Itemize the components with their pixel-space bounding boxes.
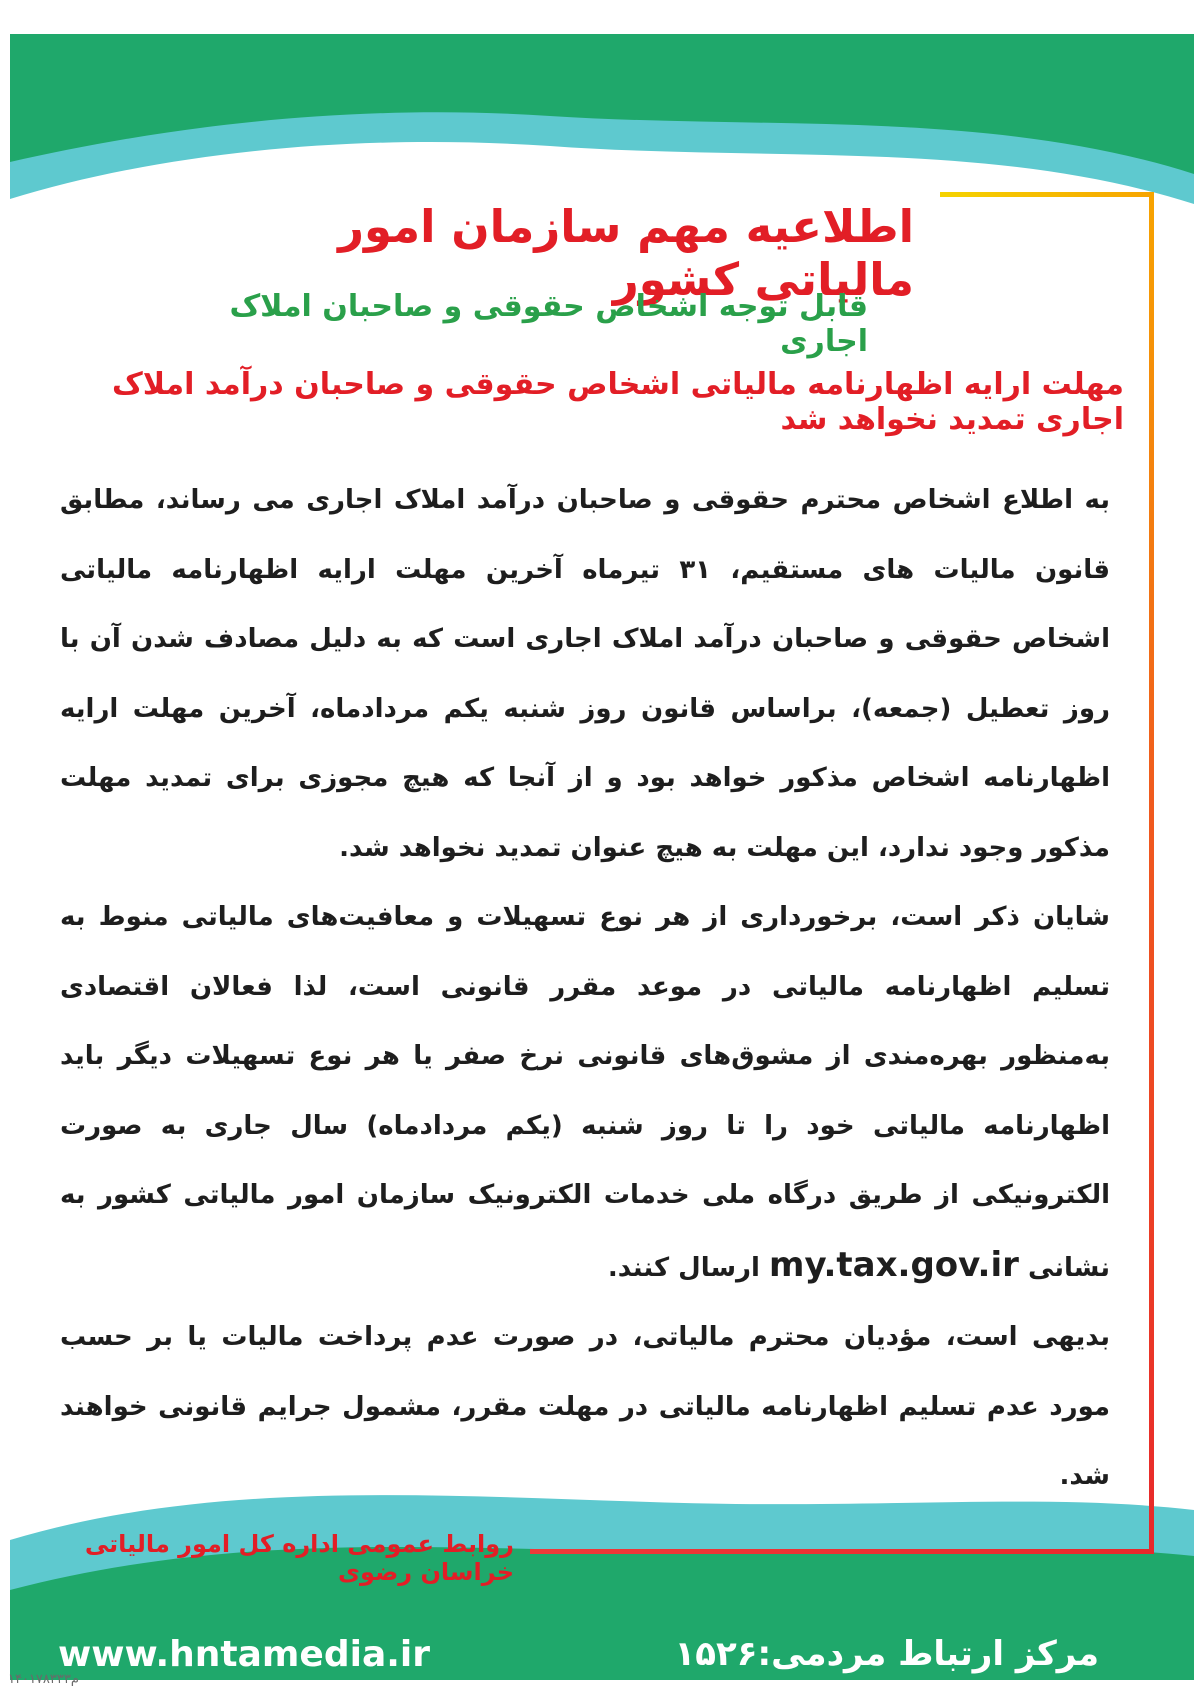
notice-body <box>60 466 1110 1512</box>
body-paragraph-1: به اطلاع اشخاص محترم حقوقی و صاحبان درآمد املاک اجاری می رساند، مطابق قانون مالیات های مستقیم، ۳۱ تیرماه آخرین مهلت ارایه اظهارنامه مالیاتی اشخاص حقوقی و صاحبان درآمد املاک اجاری است که به دلیل مصادف شدن آن با روز تعطیل (جمعه)، براساس قانون روز شنبه یکم مردادماه، آخرین مهلت ارایه اظهارنامه اشخاص مذکور خواهد بود و از آنجا که هیچ مجوزی برای تمدید مهلت مذکور وجود ندارد، این مهلت به هیچ عنوان تمدید نخواهد شد. <box>60 485 1110 863</box>
body-paragraph-3: بدیهی است، مؤدیان محترم مالیاتی، در صورت عدم پرداخت مالیات یا بر حسب مورد عدم تسلیم اظهارنامه مالیاتی در مهلت مقرر، مشمول جرایم قانونی خواهند شد. <box>60 1322 1110 1491</box>
document-code: م۱۴۰۱۷۸۳۳۳ <box>8 1672 79 1687</box>
issuer-label: روابط عمومی اداره کل امور مالیاتی خراسان رضوی <box>84 1530 514 1586</box>
call-center-number: مرکز ارتباط مردمی:۱۵۲۶ <box>674 1634 1099 1674</box>
frame-right-line <box>1149 192 1154 1554</box>
notice-sheet <box>10 34 1194 1680</box>
website-link[interactable]: www.hntamedia.ir <box>58 1634 431 1675</box>
frame-bottom-line <box>530 1549 1154 1554</box>
tax-portal-url: my.tax.gov.ir <box>769 1244 1019 1285</box>
notice-headline: مهلت ارایه اظهارنامه مالیاتی اشخاص حقوقی و صاحبان درآمد املاک اجاری تمدید نخواهد شد <box>112 367 1124 437</box>
body-paragraph-2-tail: ارسال کنند. <box>607 1252 760 1283</box>
notice-subtitle: قابل توجه اشخاص حقوقی و صاحبان املاک اجاری <box>229 289 868 359</box>
notice-title: اطلاعیه مهم سازمان امور مالیاتی کشور <box>338 200 914 306</box>
body-paragraph-2 <box>60 883 1110 1303</box>
frame-top-line <box>940 192 1152 197</box>
body-paragraph-2-text: شایان ذکر است، برخورداری از هر نوع تسهیلات و معافیت‌های مالیاتی منوط به تسلیم اظهارنامه مالیاتی در موعد مقرر قانونی است، لذا فعالان اقتصادی به‌منظور بهره‌مندی از مشوق‌های قانونی نرخ صفر یا هر نوع تسهیلات دیگر باید اظهارنامه مالیاتی خود را تا روز شنبه (یکم مردادماه) سال جاری به صورت الکترونیکی از طریق درگاه ملی خدمات الکترونیک سازمان امور مالیاتی کشور به نشانی <box>60 902 1110 1283</box>
